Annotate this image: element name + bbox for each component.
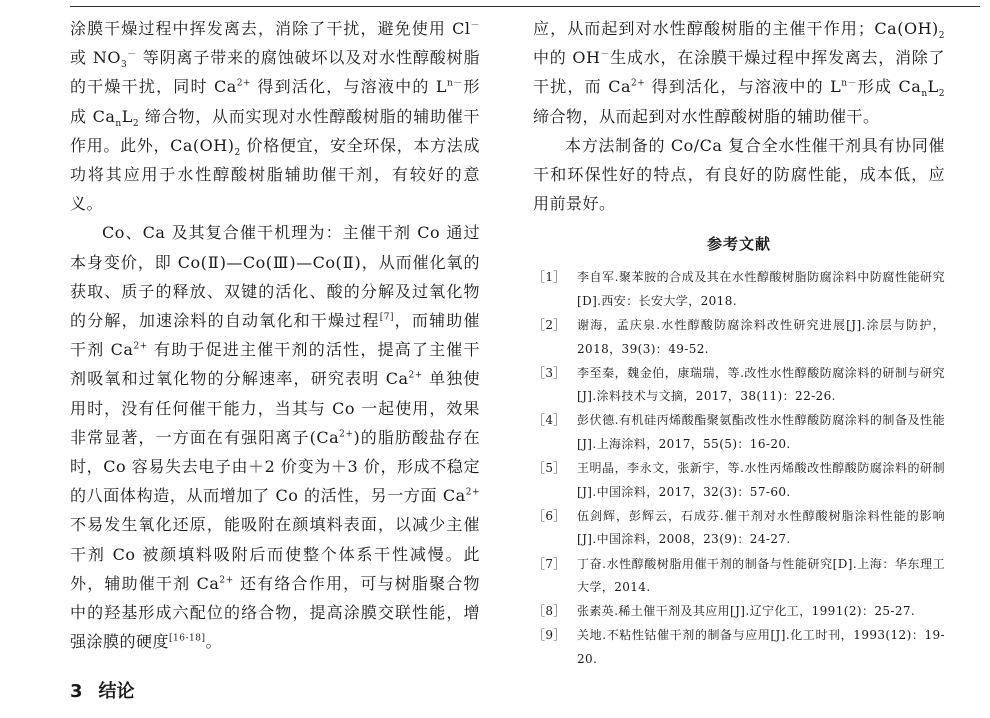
reference-item: [533, 362, 945, 409]
body-paragraph: 涂膜干燥过程中挥发离去，消除了干扰，避免使用 Cl－或 $NO_3^-$ 等阴离子带来的腐蚀破坏以及对水性醇酸树脂的干燥干扰，同时 $Ca^{2+}$ 得到活化，与溶液中的 $L^{n-}$形成 $Ca_nL_2$ 缔合物，从而实现对水性醇酸树脂的辅助催干作用。此外，$Ca(OH)_2$ 价格便宜，安全环保，本方法成功将其应用于水性醇酸树脂辅助催干剂，有较好的意义。: [70, 19, 481, 214]
reference-number: ［7］: [533, 556, 566, 571]
reference-text: 李自军.聚苯胺的合成及其在水性醇酸树脂防腐涂料中防腐性能研究[D].西安：长安大学，2018.: [577, 270, 945, 309]
section-heading-conclusion: [70, 679, 135, 705]
reference-number: ［2］: [533, 318, 566, 333]
right-column: [533, 14, 945, 672]
reference-number: ［8］: [533, 604, 566, 619]
reference-text: 王明晶，李永文，张新宇，等.水性丙烯酸改性醇酸防腐涂料的研制[J].中国涂料，2017，32(3)：57-60.: [577, 461, 945, 499]
section-title: 结论: [98, 681, 135, 702]
reference-item: [533, 600, 945, 624]
reference-item: [533, 409, 945, 456]
body-paragraph: 应，从而起到对水性醇酸树脂的主催干作用；$Ca(OH)_2$ 中的 OH－生成水，在涂膜干燥过程中挥发离去，消除了干扰，而 $Ca^{2+}$ 得到活化，与溶液中的 $L^{n-}$形成 $Ca_nL_2$ 缔合物，从而起到对水性醇酸树脂的辅助催干。: [533, 19, 945, 126]
reference-text: 伍剑辉，彭辉云，石成芬.催干剂对水性醇酸树脂涂料性能的影响[J].中国涂料，2008，23(9)：24-27.: [577, 508, 945, 547]
reference-number: ［9］: [533, 628, 566, 643]
reference-number: ［5］: [533, 461, 566, 476]
reference-item: [533, 624, 945, 671]
reference-item: [533, 505, 945, 552]
reference-text: 彭伏德.有机硅丙烯酸酯聚氨酯改性水性醇酸防腐涂料的制备及性能[J].上海涂料，2017，55(5)：16-20.: [577, 413, 945, 452]
reference-text: 关地.不粘性钴催干剂的制备与应用[J].化工时刊，1993(12)：19-20.: [577, 628, 945, 666]
references-list: [533, 266, 945, 671]
left-column: [70, 14, 480, 656]
reference-text: 丁奋.水性醇酸树脂用催干剂的制备与性能研究[D].上海：华东理工大学，2014.: [577, 556, 945, 595]
references-title: 参考文献: [706, 235, 771, 254]
header-rule: [70, 6, 980, 7]
body-paragraph: Co、Ca 及其复合催干机理为：主催干剂 Co 通过本身变价，即 Co(Ⅱ)—Co(Ⅲ)—Co(Ⅱ)，从而催化氧的获取、质子的释放、双键的活化、酸的分解及过氧化物的分解，加速涂料的自动氧化和干燥过程[7]，而辅助催干剂 $Ca^{2+}$ 有助于促进主催干剂的活性，提高了主催干剂吸氧和过氧化物的分解速率，研究表明 $Ca^{2+}$ 单独使用时，没有任何催干能力，当其与 Co 一起使用，效果非常显著，一方面在有强阳离子$(Ca^{2+})$的脂肪酸盐存在时，Co 容易失去电子由＋2 价变为＋3 价，形成不稳定的八面体构造，从而增加了 Co 的活性，另一方面 $Ca^{2+}$ 不易发生氧化还原，能吸附在颜填料表面，以减少主催干剂 Co 被颜填料吸附后而使整个体系干性减慢。此外，辅助催干剂 $Ca^{2+}$ 还有络合作用，可与树脂聚合物中的羟基形成六配位的络合物，提高涂膜交联性能，增强涂膜的硬度[16-18]。: [70, 223, 480, 652]
section-number: 3: [70, 681, 83, 702]
reference-text: 谢海，孟庆泉.水性醇酸防腐涂料改性研究进展[J].涂层与防护，2018，39(3)：49-52.: [577, 318, 945, 356]
reference-item: [533, 314, 945, 361]
reference-number: ［3］: [533, 365, 566, 380]
reference-item: [533, 553, 945, 600]
reference-text: 李至秦，魏金伯，康瑞瑞，等.改性水性醇酸防腐涂料的研制与研究[J].涂料技术与文摘，2017，38(11)：22-26.: [577, 365, 945, 404]
reference-number: ［1］: [533, 270, 566, 285]
reference-text: 张素英.稀土催干剂及其应用[J].辽宁化工，1991(2)：25-27.: [577, 604, 916, 619]
reference-number: ［6］: [533, 508, 566, 523]
reference-item: [533, 457, 945, 504]
reference-number: ［4］: [533, 413, 566, 428]
reference-item: [533, 266, 945, 313]
body-paragraph: 本方法制备的 Co/Ca 复合全水性催干剂具有协同催干和环保性好的特点，有良好的防腐性能，成本低，应用前景好。: [533, 135, 945, 214]
